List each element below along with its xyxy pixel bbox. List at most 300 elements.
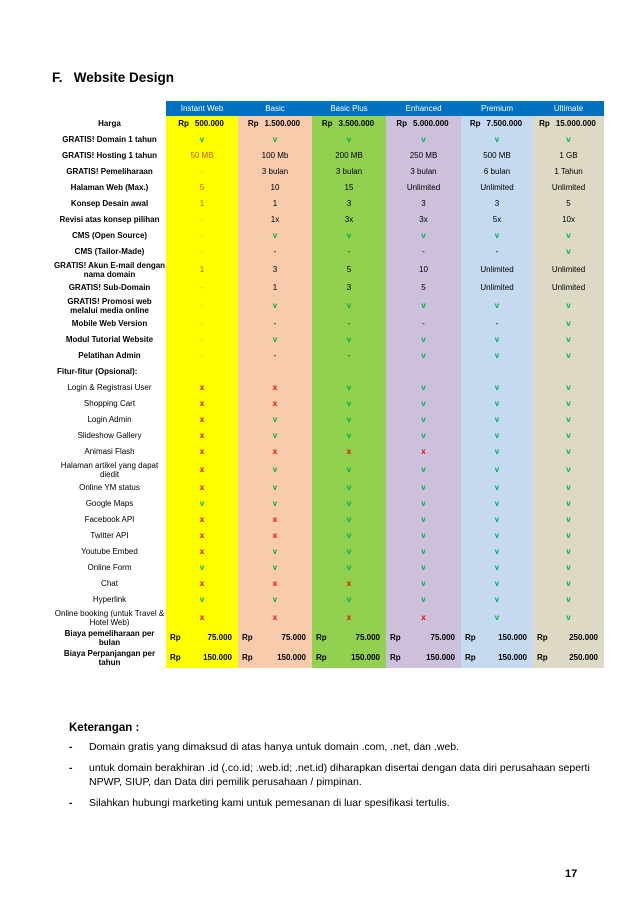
feature-label: Online Form (87, 563, 132, 573)
table-row (53, 628, 604, 648)
plan-cell (166, 296, 238, 316)
currency-label: Rp (390, 633, 401, 643)
price-cell (386, 648, 461, 668)
plan-cell (461, 296, 533, 316)
plan-cell (461, 132, 533, 148)
plan-cell (312, 444, 386, 460)
plan-cell (461, 512, 533, 528)
plan-cell (166, 380, 238, 396)
plan-cell (166, 260, 238, 280)
check-mark: v (272, 595, 278, 605)
cell-value: Unlimited (551, 265, 586, 275)
plan-cell (238, 228, 312, 244)
cross-mark: x (272, 399, 278, 409)
table-row (53, 164, 604, 180)
plan-cell (312, 460, 386, 480)
table-row (53, 480, 604, 496)
cell-value: 50 MB (190, 151, 214, 161)
check-mark: v (421, 547, 426, 557)
plan-cell (238, 480, 312, 496)
plan-cell (166, 244, 238, 260)
price-cell (238, 116, 312, 132)
note-bullet: - (69, 761, 73, 774)
cell-value: 1 (272, 199, 278, 209)
cross-mark: x (272, 383, 278, 393)
note-item (69, 796, 609, 811)
pricing-table-body (53, 116, 604, 668)
check-mark: v (566, 515, 571, 525)
plan-cell (166, 576, 238, 592)
check-mark: v (566, 431, 571, 441)
plan-cell (533, 196, 604, 212)
plan-cell (312, 132, 386, 148)
plan-cell (166, 608, 238, 628)
table-row (53, 280, 604, 296)
not-available-mark: - (200, 215, 204, 225)
check-mark: v (566, 135, 571, 145)
feature-label: Revisi atas konsep pilihan (59, 215, 160, 225)
check-mark: v (346, 431, 352, 441)
cross-mark: x (346, 613, 352, 623)
price-value (533, 119, 604, 129)
feature-label: Online booking (untuk Travel & Hotel Web) (54, 608, 165, 627)
plan-cell (386, 380, 461, 396)
not-available-mark: - (200, 335, 204, 345)
plan-cell (166, 544, 238, 560)
table-row (53, 244, 604, 260)
plan-cell (386, 196, 461, 212)
amount-label: 150.000 (426, 653, 455, 663)
plan-cell (461, 444, 533, 460)
plan-cell (312, 592, 386, 608)
not-available-mark: - (347, 247, 351, 257)
plan-cell (461, 428, 533, 444)
plan-cell (238, 148, 312, 164)
currency-label: Rp (537, 633, 548, 643)
feature-label: Mobile Web Version (71, 319, 148, 329)
plan-cell (461, 316, 533, 332)
plan-cell (166, 364, 238, 380)
plan-cell (533, 592, 604, 608)
plan-cell (533, 428, 604, 444)
check-mark: v (566, 301, 571, 311)
price-value (461, 119, 533, 129)
cross-mark: x (199, 515, 205, 525)
plan-cell (386, 396, 461, 412)
amount-label: 75.000 (430, 633, 455, 643)
plan-cell (386, 592, 461, 608)
plan-cell (533, 496, 604, 512)
header-blank-cell (53, 101, 166, 116)
cell-value: Unlimited (480, 265, 514, 275)
plan-cell (166, 280, 238, 296)
feature-label: CMS (Open Source) (71, 231, 148, 241)
cell-value: 3 (346, 199, 352, 209)
cell-value: 200 MB (335, 151, 363, 161)
plan-cell (461, 496, 533, 512)
plan-cell (386, 280, 461, 296)
pricing-header-row (53, 101, 604, 116)
check-mark: v (566, 483, 571, 493)
not-available-mark: - (200, 301, 204, 311)
check-mark: v (494, 531, 500, 541)
check-mark: v (566, 499, 571, 509)
cell-value: 10 (419, 265, 428, 275)
feature-label: GRATIS! Hosting 1 tahun (62, 151, 157, 161)
table-row (53, 332, 604, 348)
check-mark: v (346, 301, 352, 311)
check-mark: v (421, 579, 426, 589)
check-mark: v (566, 447, 571, 457)
plan-cell (166, 212, 238, 228)
check-mark: v (494, 301, 500, 311)
check-mark: v (346, 531, 352, 541)
check-mark: v (421, 499, 426, 509)
price-cell (461, 116, 533, 132)
plan-cell (238, 576, 312, 592)
plan-cell (312, 148, 386, 164)
note-item (69, 740, 609, 755)
currency-label: Rp (247, 119, 259, 129)
plan-cell (533, 228, 604, 244)
plan-cell (386, 608, 461, 628)
plan-cell (312, 296, 386, 316)
plan-cell (238, 132, 312, 148)
plan-cell (533, 560, 604, 576)
notes-title: Keterangan : (69, 722, 140, 734)
feature-label: GRATIS! Domain 1 tahun (62, 135, 157, 145)
plan-cell (461, 544, 533, 560)
price-cell (386, 628, 461, 648)
check-mark: v (272, 335, 278, 345)
plan-cell (533, 316, 604, 332)
check-mark: v (272, 483, 278, 493)
currency-label: Rp (390, 653, 401, 663)
plan-cell (312, 544, 386, 560)
plan-cell (386, 480, 461, 496)
amount-label: 150.000 (277, 653, 306, 663)
cross-mark: x (199, 399, 205, 409)
cell-value: 5 (421, 283, 426, 293)
plan-cell (386, 444, 461, 460)
price-value (386, 633, 461, 643)
plan-cell (238, 180, 312, 196)
plan-cell (461, 332, 533, 348)
check-mark: v (566, 415, 571, 425)
note-text: Domain gratis yang dimaksud di atas hanya untuk domain .com, .net, dan .web. (89, 741, 460, 753)
plan-cell (461, 396, 533, 412)
amount-label: 75.000 (355, 633, 380, 643)
plan-cell (238, 428, 312, 444)
check-mark: v (346, 563, 352, 573)
price-cell (533, 628, 604, 648)
feature-label: GRATIS! Sub-Domain (68, 283, 151, 293)
check-mark: v (494, 595, 500, 605)
table-row (53, 212, 604, 228)
section-title: Website Design (73, 70, 175, 85)
price-cell (533, 648, 604, 668)
plan-cell (238, 460, 312, 480)
cross-mark: x (199, 579, 205, 589)
price-value (166, 653, 238, 663)
plan-cell (238, 164, 312, 180)
cell-value: 3 bulan (261, 167, 289, 177)
check-mark: v (494, 613, 500, 623)
currency-label: Rp (316, 653, 327, 663)
plan-cell (461, 608, 533, 628)
plan-cell (533, 332, 604, 348)
check-mark: v (494, 447, 500, 457)
check-mark: v (346, 595, 352, 605)
cell-value: 5 (566, 199, 571, 209)
plan-cell (533, 364, 604, 380)
plan-cell (166, 348, 238, 364)
check-mark: v (346, 399, 352, 409)
check-mark: v (346, 135, 352, 145)
plan-cell (238, 512, 312, 528)
plan-cell (312, 196, 386, 212)
table-row (53, 576, 604, 592)
check-mark: v (199, 563, 205, 573)
not-available-mark: - (200, 283, 204, 293)
price-value (312, 633, 386, 643)
price-cell (386, 116, 461, 132)
check-mark: v (421, 399, 426, 409)
plan-cell (312, 180, 386, 196)
feature-label: Animasi Flash (84, 447, 135, 457)
plan-cell (533, 260, 604, 280)
cross-mark: x (272, 531, 278, 541)
plan-cell (386, 228, 461, 244)
plan-cell (238, 244, 312, 260)
not-available-mark: - (495, 247, 499, 257)
feature-label: Chat (101, 579, 118, 589)
plan-cell (166, 316, 238, 332)
cross-mark: x (199, 465, 205, 475)
plan-cell (312, 576, 386, 592)
feature-label: Konsep Desain awal (70, 199, 149, 209)
plan-cell (386, 180, 461, 196)
plan-cell (386, 428, 461, 444)
cell-value: 3 bulan (410, 167, 437, 177)
table-row (53, 196, 604, 212)
plan-cell (238, 592, 312, 608)
check-mark: v (272, 231, 278, 241)
price-value (166, 119, 238, 129)
currency-label: Rp (465, 633, 476, 643)
price-value (238, 119, 312, 129)
plan-cell (533, 132, 604, 148)
plan-cell (461, 412, 533, 428)
amount-label: 250.000 (569, 653, 598, 663)
check-mark: v (272, 301, 278, 311)
price-value (166, 633, 238, 643)
check-mark: v (421, 415, 426, 425)
plan-cell (461, 380, 533, 396)
cross-mark: x (272, 515, 278, 525)
plan-cell (533, 380, 604, 396)
table-row (53, 180, 604, 196)
plan-cell (386, 560, 461, 576)
feature-label: GRATIS! Akun E-mail dengan nama domain (53, 260, 166, 279)
not-available-mark: - (273, 319, 277, 329)
plan-cell (238, 544, 312, 560)
price-cell (238, 628, 312, 648)
check-mark: v (494, 547, 500, 557)
check-mark: v (566, 613, 571, 623)
cell-value: 3x (419, 215, 428, 225)
plan-cell (166, 180, 238, 196)
check-mark: v (566, 563, 571, 573)
plan-cell (166, 480, 238, 496)
currency-label: Rp (469, 119, 481, 129)
not-available-mark: - (495, 319, 499, 329)
currency-label: Rp (537, 653, 548, 663)
check-mark: v (566, 595, 571, 605)
table-row (53, 428, 604, 444)
cell-value: 1 Tahun (554, 167, 583, 177)
check-mark: v (421, 351, 426, 361)
check-mark: v (566, 335, 571, 345)
check-mark: v (566, 231, 571, 241)
plan-cell (238, 528, 312, 544)
plan-cell (166, 412, 238, 428)
table-row (53, 496, 604, 512)
check-mark: v (494, 579, 500, 589)
cell-value: 3 (272, 265, 278, 275)
check-mark: v (272, 415, 278, 425)
table-row (53, 116, 604, 132)
amount-label: 500.000 (194, 119, 224, 129)
amount-label: 75.000 (207, 633, 232, 643)
plan-cell (166, 148, 238, 164)
feature-label: Youtube Embed (81, 547, 138, 557)
check-mark: v (199, 595, 205, 605)
price-value (461, 633, 533, 643)
table-row (53, 228, 604, 244)
feature-label: Facebook API (84, 515, 135, 525)
plan-cell (461, 364, 533, 380)
feature-label: Google Maps (85, 499, 134, 509)
plan-cell (533, 296, 604, 316)
plan-cell (533, 444, 604, 460)
check-mark: v (421, 301, 426, 311)
plan-cell (386, 212, 461, 228)
cross-mark: x (199, 431, 205, 441)
price-cell (312, 628, 386, 648)
cell-value: Unlimited (480, 283, 514, 293)
check-mark: v (421, 431, 426, 441)
plan-cell (166, 496, 238, 512)
plan-cell (312, 480, 386, 496)
check-mark: v (566, 399, 571, 409)
cell-value: 1 (199, 265, 205, 275)
check-mark: v (346, 335, 352, 345)
not-available-mark: - (200, 247, 204, 257)
cell-value: 3 (421, 199, 426, 209)
cell-value: 1 (199, 199, 205, 209)
feature-label: Harga (98, 119, 121, 129)
cross-mark: x (272, 613, 278, 623)
cell-value: Unlimited (406, 183, 441, 193)
plan-cell (461, 180, 533, 196)
cross-mark: x (199, 447, 205, 457)
check-mark: v (494, 415, 500, 425)
table-row (53, 512, 604, 528)
feature-label: Biaya Perpanjangan per tahun (63, 648, 156, 667)
price-value (238, 653, 312, 663)
amount-label: 150.000 (498, 653, 527, 663)
price-cell (166, 116, 238, 132)
feature-label: Biaya pemeliharaan per bulan (64, 628, 155, 647)
table-row (53, 364, 604, 380)
plan-cell (312, 332, 386, 348)
currency-label: Rp (396, 119, 408, 129)
table-row (53, 528, 604, 544)
plan-cell (386, 316, 461, 332)
not-available-mark: - (273, 351, 277, 361)
check-mark: v (566, 383, 571, 393)
plan-cell (461, 576, 533, 592)
cross-mark: x (272, 579, 278, 589)
feature-label: GRATIS! Promosi web melalui media online (67, 296, 152, 315)
not-available-mark: - (347, 319, 351, 329)
plan-cell (166, 196, 238, 212)
cell-value: 3x (344, 215, 354, 225)
plan-cell (312, 164, 386, 180)
check-mark: v (421, 515, 426, 525)
price-value (386, 653, 461, 663)
plan-header: Instant Web (166, 101, 238, 116)
plan-cell (238, 348, 312, 364)
price-value (312, 653, 386, 663)
plan-cell (386, 260, 461, 280)
plan-cell (312, 512, 386, 528)
plan-cell (461, 196, 533, 212)
note-bullet: - (69, 796, 73, 809)
price-cell (461, 628, 533, 648)
plan-cell (461, 480, 533, 496)
plan-cell (166, 512, 238, 528)
check-mark: v (566, 465, 571, 475)
price-cell (166, 648, 238, 668)
plan-header: Basic (238, 101, 312, 116)
check-mark: v (494, 483, 500, 493)
plan-cell (166, 332, 238, 348)
check-mark: v (494, 499, 500, 509)
table-row (53, 648, 604, 668)
cell-value: Unlimited (551, 183, 586, 193)
table-row (53, 608, 604, 628)
plan-cell (238, 316, 312, 332)
plan-cell (238, 260, 312, 280)
check-mark: v (272, 499, 278, 509)
table-row (53, 412, 604, 428)
plan-cell (461, 348, 533, 364)
price-value (461, 653, 533, 663)
cell-value: 1x (270, 215, 280, 225)
table-row (53, 148, 604, 164)
not-available-mark: - (422, 247, 425, 257)
cross-mark: x (346, 579, 352, 589)
not-available-mark: - (273, 247, 277, 257)
plan-cell (166, 396, 238, 412)
plan-cell (533, 512, 604, 528)
plan-cell (386, 164, 461, 180)
plan-cell (312, 348, 386, 364)
cell-value: 10x (562, 215, 575, 225)
plan-cell (386, 460, 461, 480)
